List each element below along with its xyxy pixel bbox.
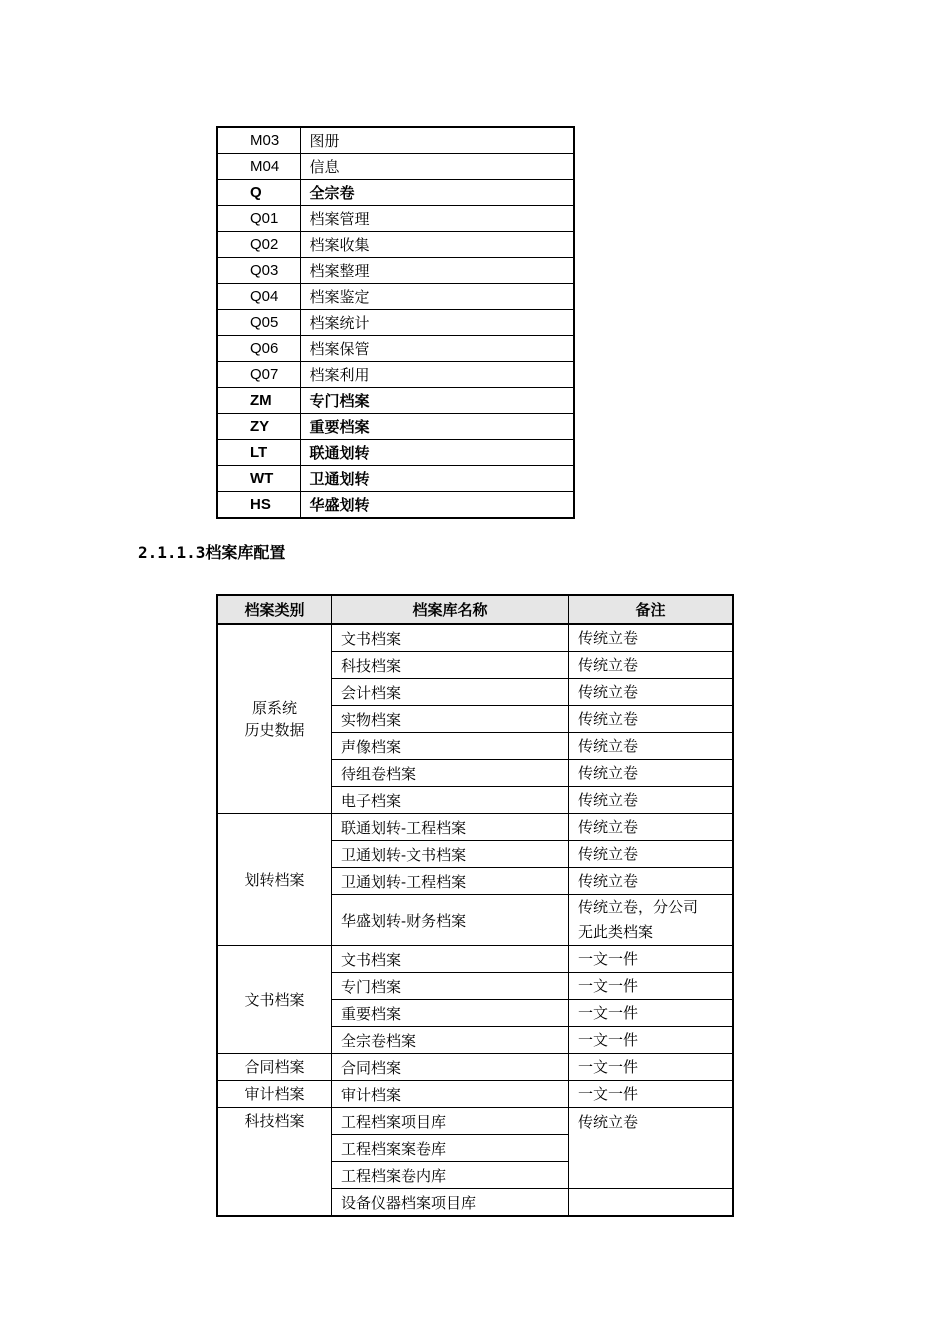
code-row bbox=[217, 414, 574, 440]
code-cell: HS bbox=[217, 492, 300, 519]
note-cell: 一文一件 bbox=[569, 1000, 734, 1027]
category-cell bbox=[217, 814, 332, 946]
category-line: 合同档案 bbox=[244, 1058, 305, 1076]
section-heading: 2.1.1.3档案库配置 bbox=[138, 543, 286, 562]
library-name-cell: 全宗卷档案 bbox=[332, 1027, 569, 1054]
code-name-cell: 信息 bbox=[300, 154, 574, 180]
library-name-cell: 设备仪器档案项目库 bbox=[332, 1189, 569, 1217]
code-cell: Q03 bbox=[217, 258, 300, 284]
code-row bbox=[217, 492, 574, 519]
code-cell: Q04 bbox=[217, 284, 300, 310]
code-name-cell: 档案利用 bbox=[300, 362, 574, 388]
archive-library-table bbox=[216, 594, 734, 1217]
code-cell: M03 bbox=[217, 127, 300, 154]
library-name-cell: 合同档案 bbox=[332, 1054, 569, 1081]
code-row bbox=[217, 388, 574, 414]
code-cell: WT bbox=[217, 466, 300, 492]
code-name-cell: 全宗卷 bbox=[300, 180, 574, 206]
code-name-cell: 重要档案 bbox=[300, 414, 574, 440]
note-cell-empty bbox=[569, 1189, 734, 1217]
note-cell: 一文一件 bbox=[569, 1054, 734, 1081]
code-name-cell: 图册 bbox=[300, 127, 574, 154]
note-cell: 传统立卷 bbox=[569, 1108, 734, 1189]
note-cell: 传统立卷 bbox=[569, 868, 734, 895]
library-name-cell: 文书档案 bbox=[332, 946, 569, 973]
note-cell: 一文一件 bbox=[569, 1081, 734, 1108]
library-row bbox=[217, 946, 733, 973]
header-name: 档案库名称 bbox=[332, 595, 569, 624]
note-cell: 传统立卷 bbox=[569, 733, 734, 760]
note-cell: 传统立卷 bbox=[569, 652, 734, 679]
category-line: 历史数据 bbox=[244, 721, 305, 739]
note-cell: 传统立卷 bbox=[569, 706, 734, 733]
library-name-cell: 卫通划转-文书档案 bbox=[332, 841, 569, 868]
code-cell: Q02 bbox=[217, 232, 300, 258]
note-cell: 传统立卷 bbox=[569, 841, 734, 868]
library-name-cell: 卫通划转-工程档案 bbox=[332, 868, 569, 895]
code-cell: ZM bbox=[217, 388, 300, 414]
code-row bbox=[217, 154, 574, 180]
note-cell: 传统立卷 bbox=[569, 624, 734, 652]
code-name-cell: 专门档案 bbox=[300, 388, 574, 414]
library-name-cell: 重要档案 bbox=[332, 1000, 569, 1027]
code-row bbox=[217, 440, 574, 466]
code-row bbox=[217, 362, 574, 388]
code-name-cell: 档案管理 bbox=[300, 206, 574, 232]
library-row bbox=[217, 1108, 733, 1135]
code-cell: M04 bbox=[217, 154, 300, 180]
library-row bbox=[217, 624, 733, 652]
code-row bbox=[217, 206, 574, 232]
category-cell bbox=[217, 946, 332, 1054]
code-name-cell: 华盛划转 bbox=[300, 492, 574, 519]
category-cell bbox=[217, 1054, 332, 1081]
library-name-cell: 华盛划转-财务档案 bbox=[332, 895, 569, 946]
library-name-cell: 待组卷档案 bbox=[332, 760, 569, 787]
category-cell bbox=[217, 1081, 332, 1108]
code-row bbox=[217, 180, 574, 206]
note-cell: 一文一件 bbox=[569, 973, 734, 1000]
code-cell: ZY bbox=[217, 414, 300, 440]
category-line: 原系统 bbox=[251, 699, 297, 717]
code-cell: Q bbox=[217, 180, 300, 206]
note-cell: 传统立卷 bbox=[569, 814, 734, 841]
code-row bbox=[217, 466, 574, 492]
library-name-cell: 实物档案 bbox=[332, 706, 569, 733]
note-cell bbox=[569, 895, 734, 946]
library-row bbox=[217, 1081, 733, 1108]
note-cell: 一文一件 bbox=[569, 946, 734, 973]
code-name-cell: 联通划转 bbox=[300, 440, 574, 466]
library-name-cell: 审计档案 bbox=[332, 1081, 569, 1108]
code-row bbox=[217, 258, 574, 284]
code-cell: Q07 bbox=[217, 362, 300, 388]
note-line: 传统立卷，分公司 bbox=[578, 898, 699, 916]
note-cell: 传统立卷 bbox=[569, 760, 734, 787]
code-cell: LT bbox=[217, 440, 300, 466]
code-cell: Q01 bbox=[217, 206, 300, 232]
category-line: 文书档案 bbox=[244, 990, 305, 1009]
library-name-cell: 电子档案 bbox=[332, 787, 569, 814]
library-name-cell: 声像档案 bbox=[332, 733, 569, 760]
note-cell: 一文一件 bbox=[569, 1027, 734, 1054]
code-table bbox=[216, 126, 575, 519]
code-row bbox=[217, 284, 574, 310]
code-row bbox=[217, 232, 574, 258]
code-cell: Q06 bbox=[217, 336, 300, 362]
code-row bbox=[217, 127, 574, 154]
library-row bbox=[217, 814, 733, 841]
library-name-cell: 工程档案卷内库 bbox=[332, 1162, 569, 1189]
header-category: 档案类别 bbox=[217, 595, 332, 624]
library-name-cell: 工程档案项目库 bbox=[332, 1108, 569, 1135]
library-name-cell: 工程档案案卷库 bbox=[332, 1135, 569, 1162]
header-row bbox=[217, 595, 733, 624]
library-name-cell: 会计档案 bbox=[332, 679, 569, 706]
note-line: 无此类档案 bbox=[578, 923, 654, 941]
header-note: 备注 bbox=[569, 595, 734, 624]
code-name-cell: 档案收集 bbox=[300, 232, 574, 258]
code-name-cell: 档案整理 bbox=[300, 258, 574, 284]
code-name-cell: 卫通划转 bbox=[300, 466, 574, 492]
library-name-cell: 科技档案 bbox=[332, 652, 569, 679]
library-name-cell: 专门档案 bbox=[332, 973, 569, 1000]
category-cell bbox=[217, 624, 332, 814]
code-name-cell: 档案鉴定 bbox=[300, 284, 574, 310]
library-name-cell: 文书档案 bbox=[332, 624, 569, 652]
note-cell: 传统立卷 bbox=[569, 787, 734, 814]
code-row bbox=[217, 310, 574, 336]
code-name-cell: 档案保管 bbox=[300, 336, 574, 362]
note-cell: 传统立卷 bbox=[569, 679, 734, 706]
code-name-cell: 档案统计 bbox=[300, 310, 574, 336]
category-line: 审计档案 bbox=[244, 1085, 305, 1103]
code-cell: Q05 bbox=[217, 310, 300, 336]
library-name-cell: 联通划转-工程档案 bbox=[332, 814, 569, 841]
code-row bbox=[217, 336, 574, 362]
category-cell: 科技档案 bbox=[217, 1108, 332, 1217]
library-row bbox=[217, 1054, 733, 1081]
category-line: 划转档案 bbox=[244, 870, 305, 889]
